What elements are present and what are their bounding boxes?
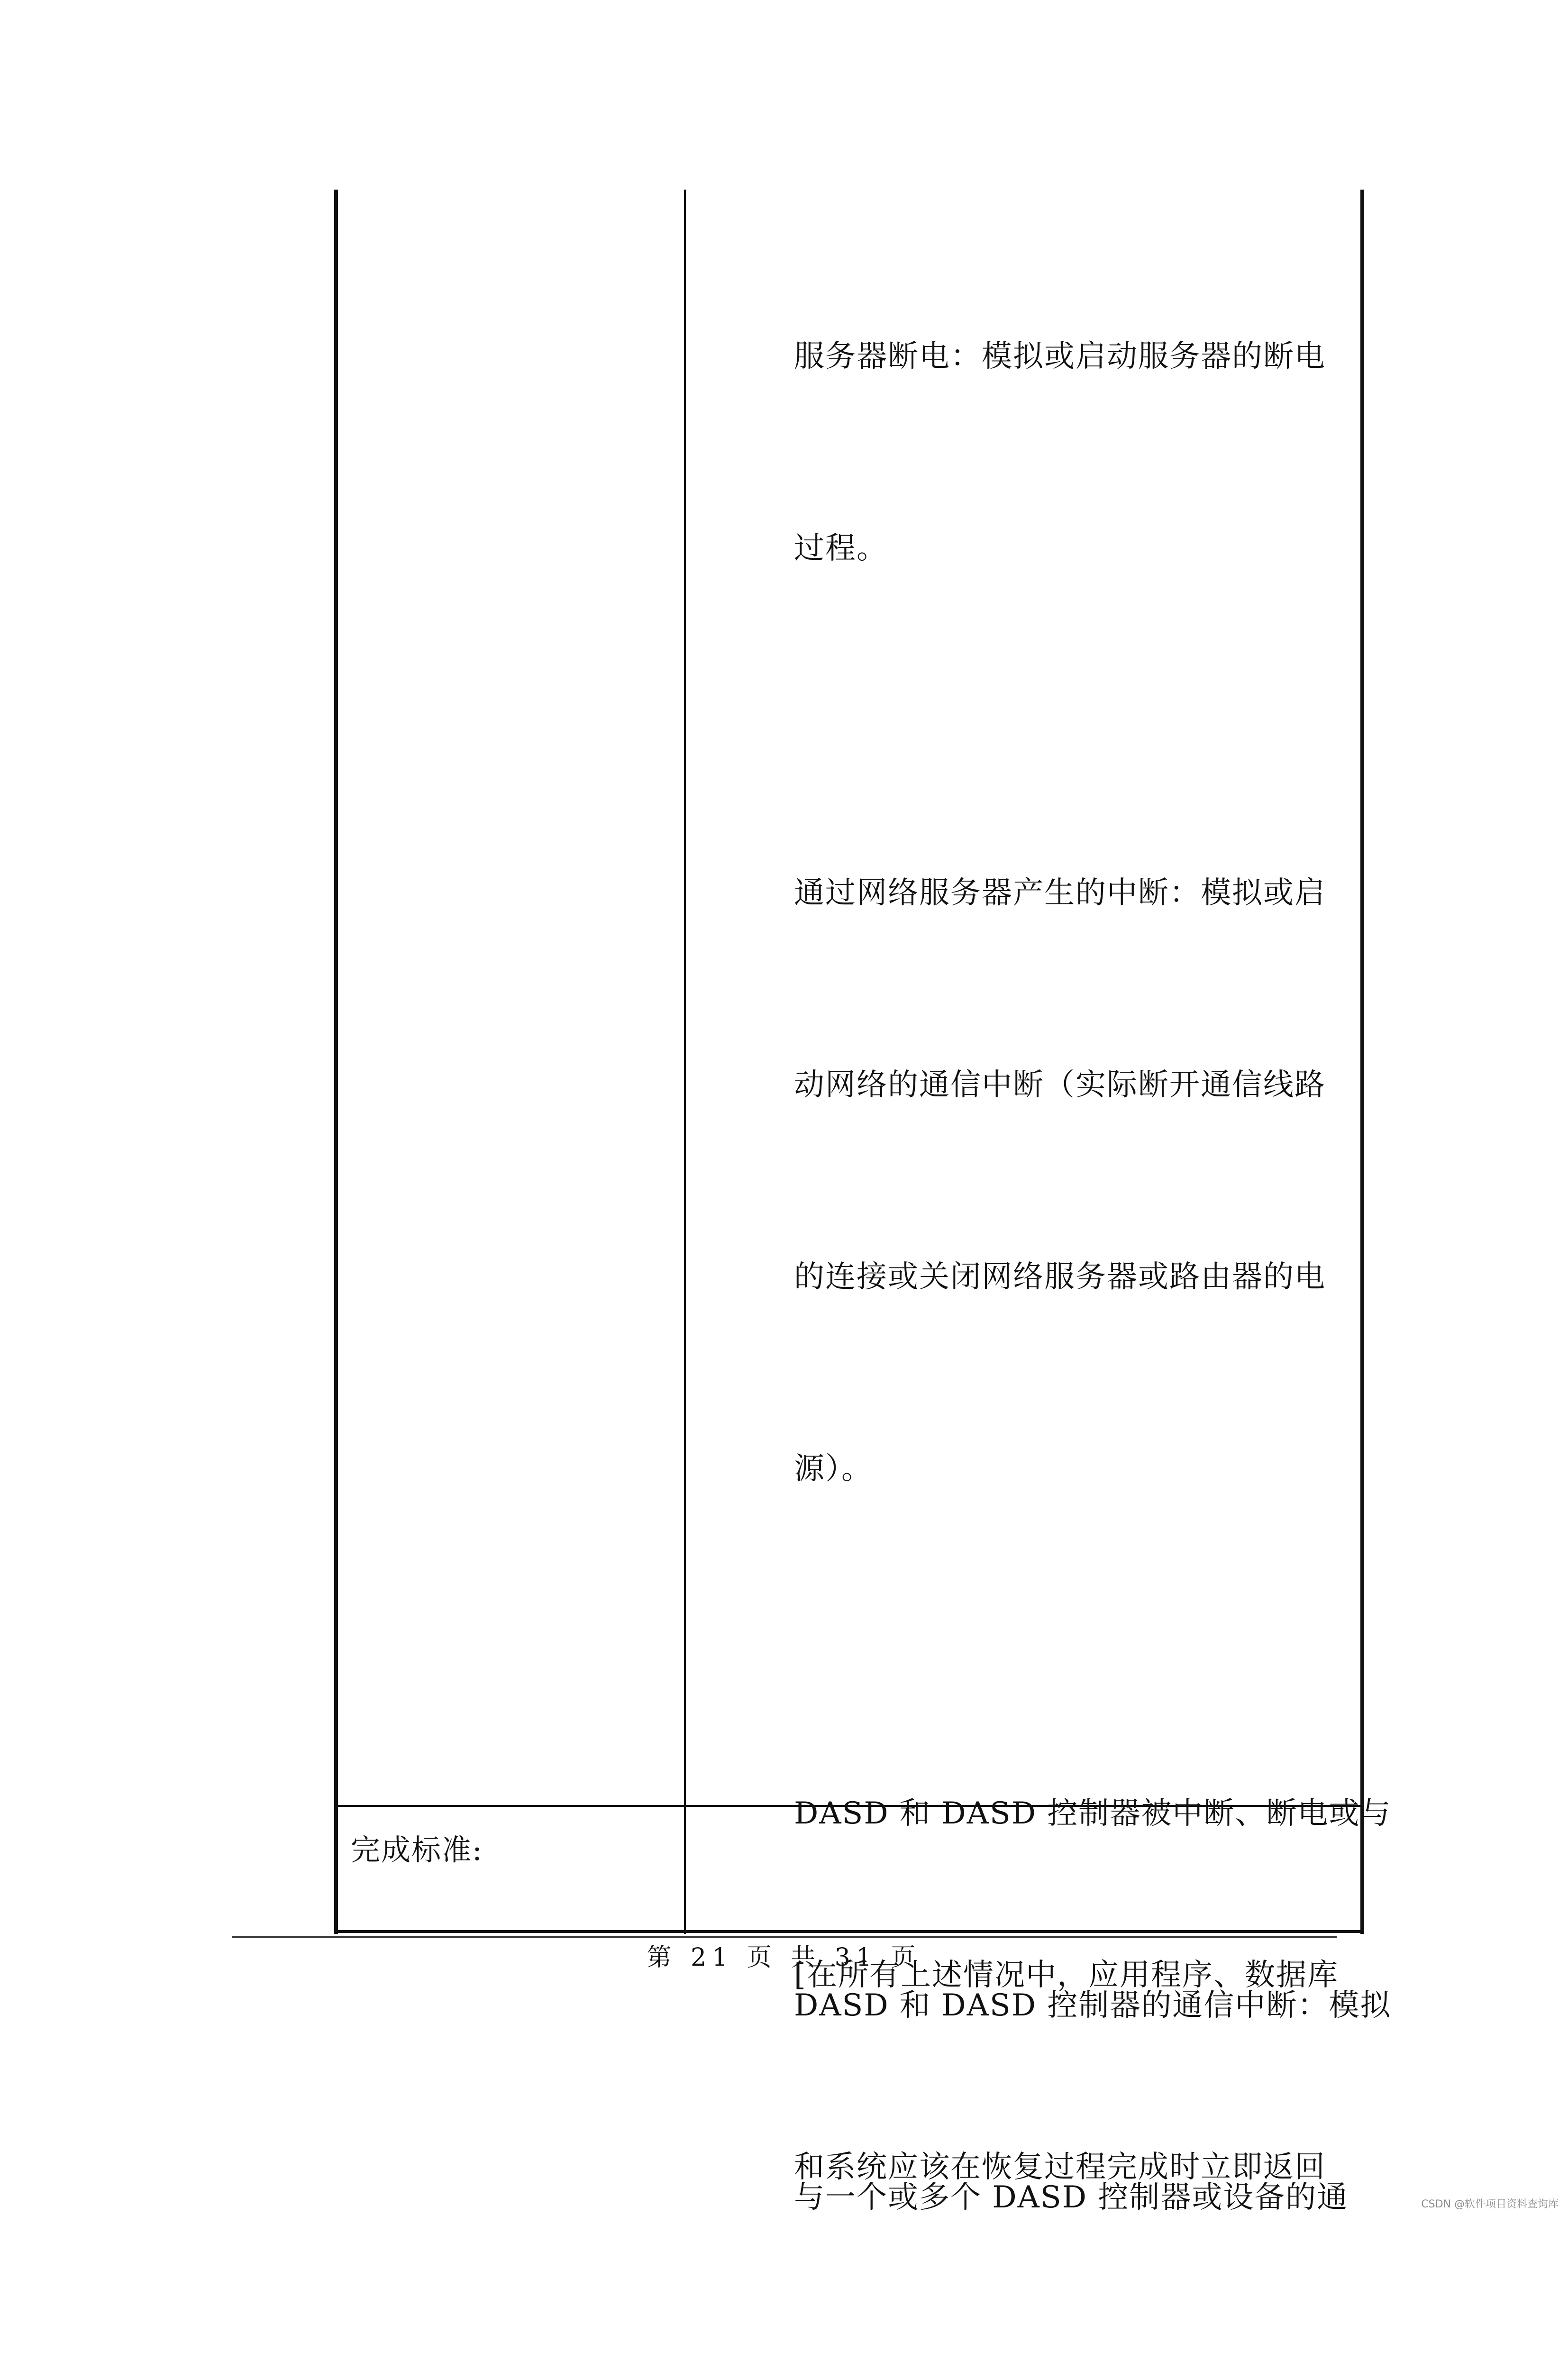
text-line: 动网络的通信中断（实际断开通信线路	[794, 1067, 1326, 1103]
text-line: 服务器断电：模拟或启动服务器的断电	[794, 339, 1326, 374]
watermark-text: CSDN @软件项目资料查询库	[1421, 2198, 1559, 2210]
text-line: 和系统应该在恢复过程完成时立即返回	[794, 2150, 1326, 2185]
text-line: 过程。	[794, 531, 888, 566]
text-line: 与一个或多个 DASD 控制器或设备的通	[794, 2180, 1349, 2215]
footer-rule	[232, 1936, 1337, 1938]
text-line	[794, 2358, 1367, 2370]
table-left-border	[334, 190, 338, 1934]
paragraph-network-interruption	[794, 733, 1367, 1629]
page-number-footer: 第 21 页 共 31 页	[647, 1943, 921, 1972]
text-line: 源）。	[794, 1451, 873, 1486]
text-line: DASD 和 DASD 控制器的通信中断：模拟	[794, 1988, 1392, 2023]
paragraph-server-power-off	[794, 197, 1367, 709]
text-line: DASD 和 DASD 控制器被中断、断电或与	[794, 1796, 1392, 1831]
text-line: 的连接或关闭网络服务器或路由器的电	[794, 1259, 1326, 1294]
completion-criteria-cell	[794, 1815, 1392, 2327]
text-line: [在所有上述情况中，应用程序、数据库	[794, 1958, 1339, 1993]
text-line: 通过网络服务器产生的中断：模拟或启	[794, 875, 1326, 911]
table-column-divider	[684, 190, 686, 1934]
paragraph-completion-criteria	[794, 1815, 1392, 2327]
completion-criteria-label: 完成标准:	[351, 1832, 483, 1867]
